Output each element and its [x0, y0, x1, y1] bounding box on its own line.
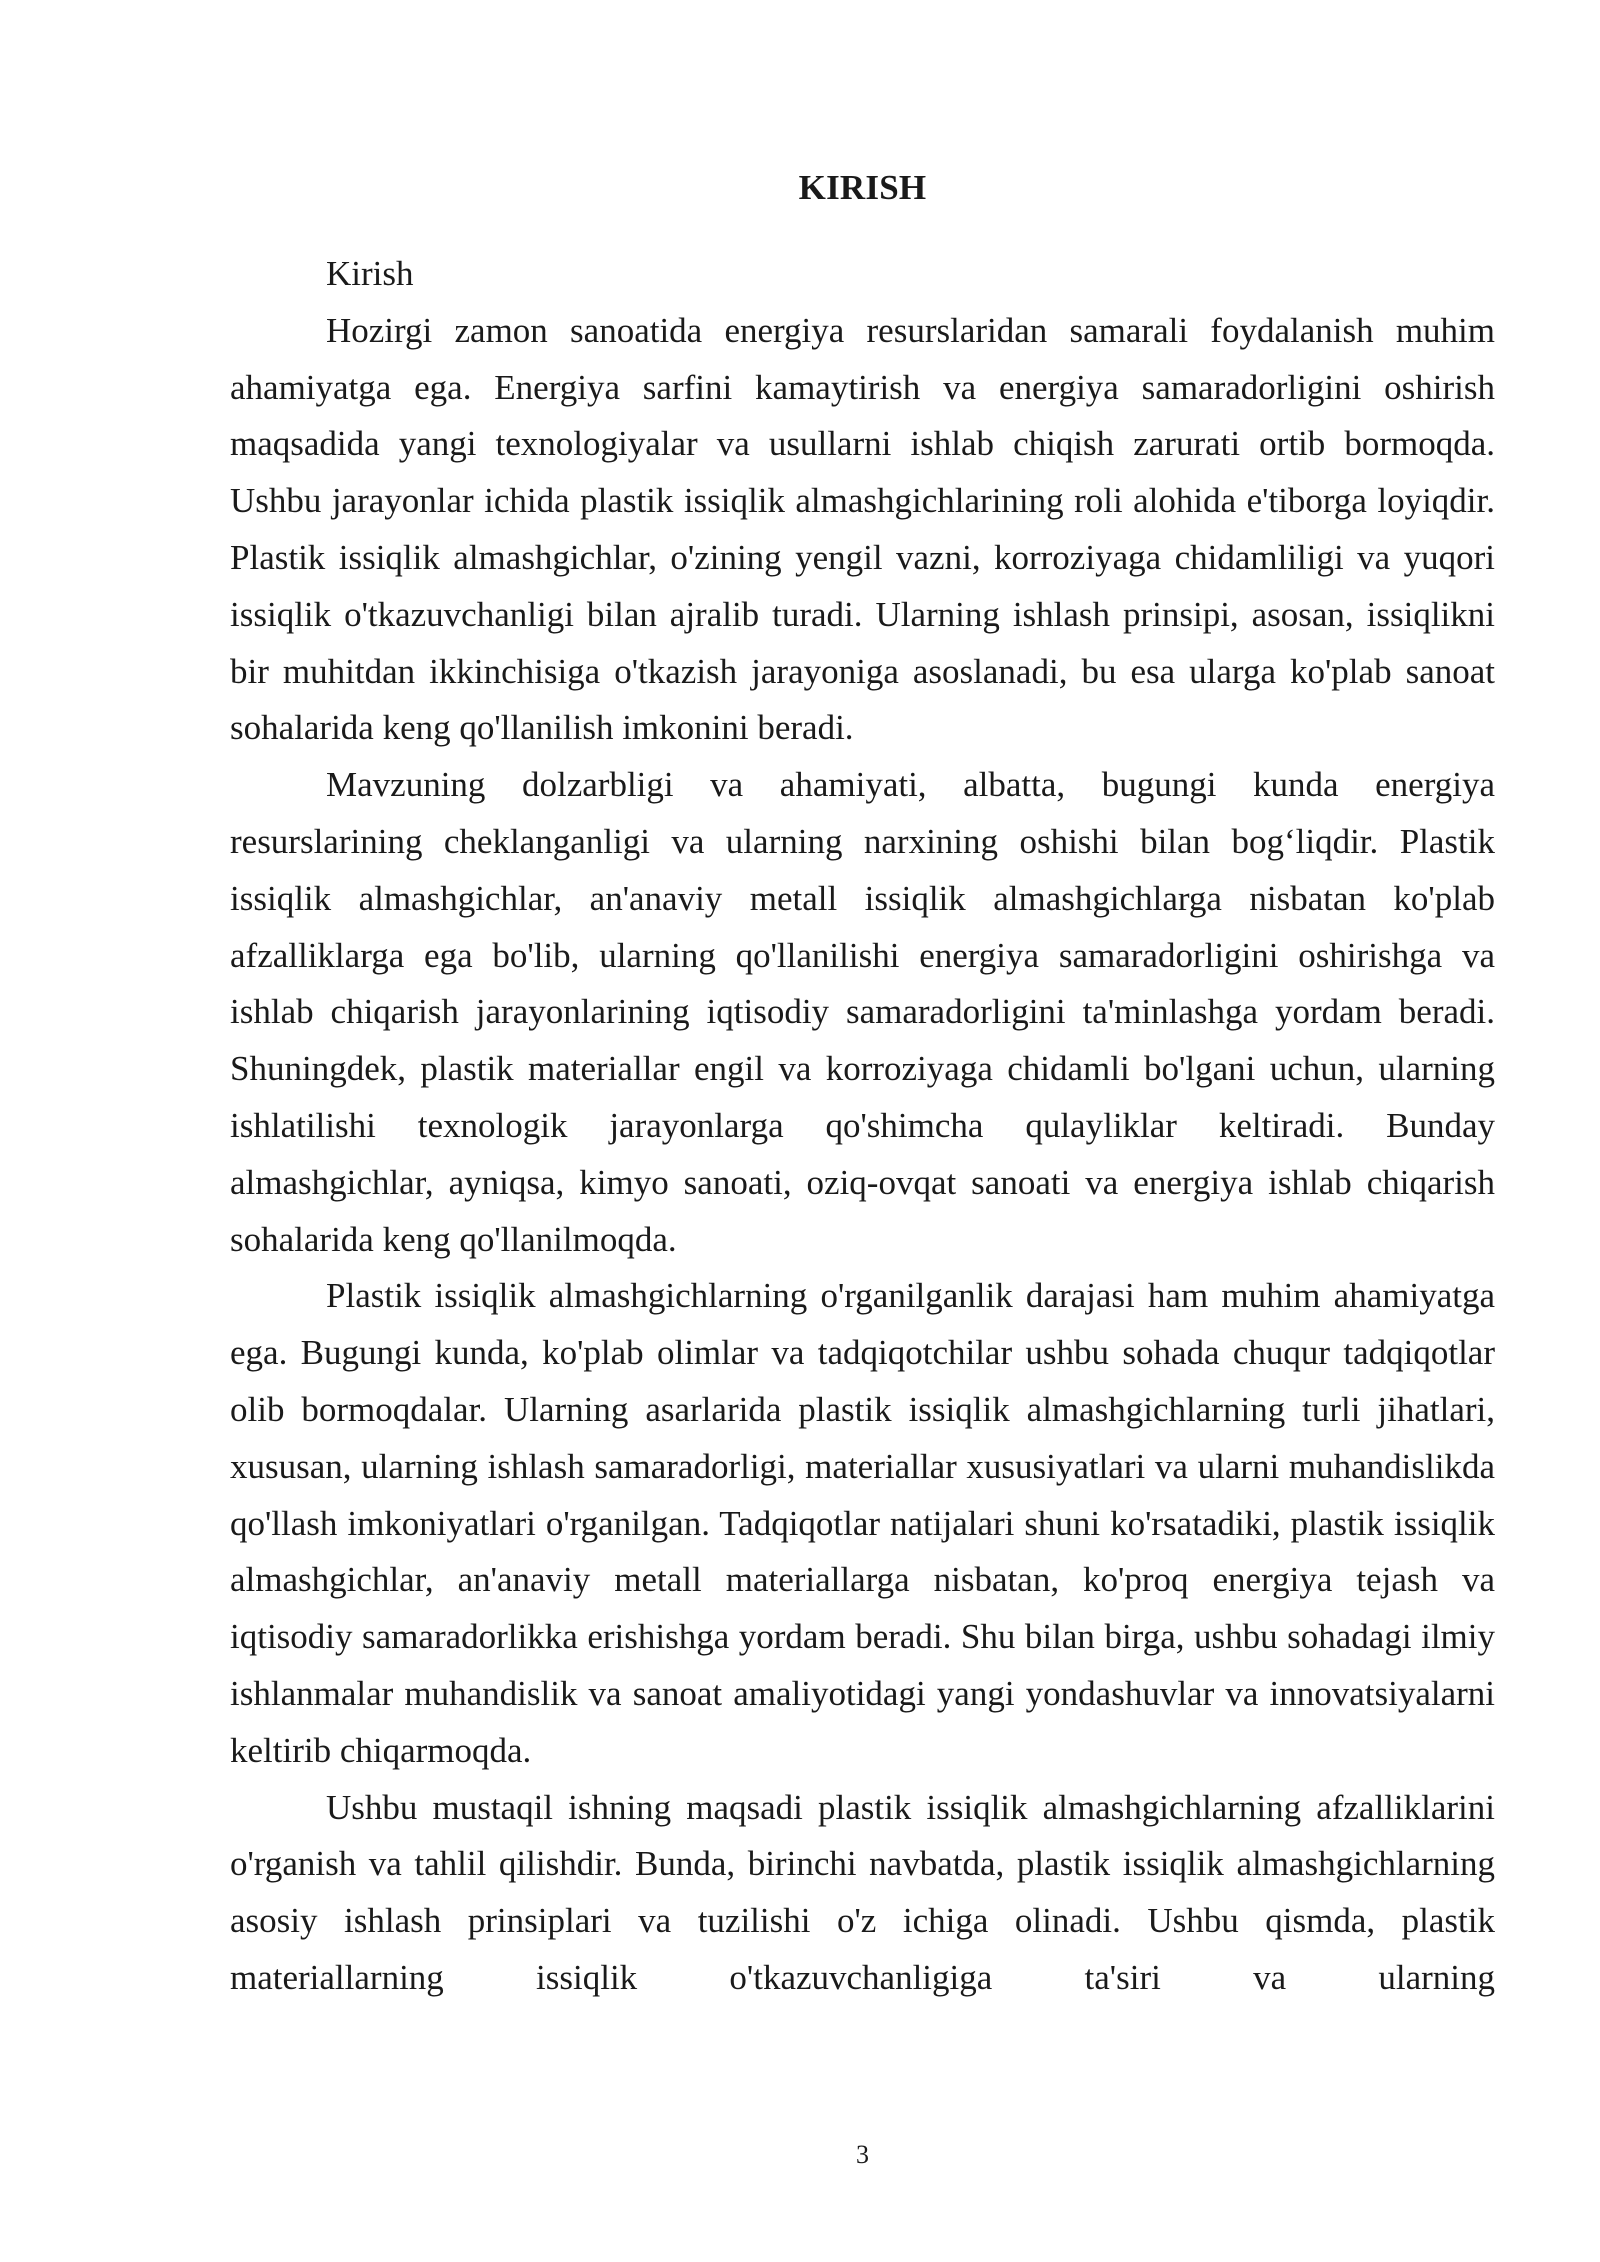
- document-page: [230, 160, 1495, 2007]
- page-number: 3: [856, 2140, 869, 2169]
- paragraph-4: Ushbu mustaqil ishning maqsadi plastik issiqlik almashgichlarning afzalliklarini o'rganish va tahlil qilishdir. Bunda, birinchi navbatda, plastik issiqlik almashgichlarning asosiy ishlash prinsiplari va tuzilishi o'z ichiga olinadi. Ushbu qismda, plastik materiallarning issiqlik o'tkazuvchanligiga ta'siri va ularning: [230, 1787, 1495, 1997]
- page-title: KIRISH: [798, 168, 927, 207]
- paragraph-1: Hozirgi zamon sanoatida energiya resurslaridan samarali foydalanish muhim ahamiyatga ega. Energiya sarfini kamaytirish va energiya samaradorligini oshirish maqsadida yangi texnologiyalar va usullarni ishlab chiqish zarurati ortib bormoqda. Ushbu jarayonlar ichida plastik issiqlik almashgichlarining roli alohida e'tiborga loyiqdir. Plastik issiqlik almashgichlar, o'zining yengil vazni, korroziyaga chidamliligi va yuqori issiqlik o'tkazuvchanligi bilan ajralib turadi. Ularning ishlash prinsipi, asosan, issiqlikni bir muhitdan ikkinchisiga o'tkazish jarayoniga asoslanadi, bu esa ularga ko'plab sanoat sohalarida keng qo'llanilish imkonini beradi.: [230, 310, 1495, 748]
- paragraph-3: Plastik issiqlik almashgichlarning o'rganilganlik darajasi ham muhim ahamiyatga ega. Bugungi kunda, ko'plab olimlar va tadqiqotchilar ushbu sohada chuqur tadqiqotlar olib bormoqdalar. Ularning asarlarida plastik issiqlik almashgichlarning turli jihatlari, xususan, ularning ishlash samaradorligi, materiallar xususiyatlari va ularni muhandislikda qo'llash imkoniyatlari o'rganilgan. Tadqiqotlar natijalari shuni ko'rsatadiki, plastik issiqlik almashgichlar, an'anaviy metall materiallarga nisbatan, ko'proq energiya tejash va iqtisodiy samaradorlikka erishishga yordam beradi. Shu bilan birga, ushbu sohadagi ilmiy ishlanmalar muhandislik va sanoat amaliyotidagi yangi yondashuvlar va innovatsiyalarni keltirib chiqarmoqda.: [230, 1276, 1495, 1770]
- subheading: Kirish: [326, 254, 414, 293]
- paragraph-2: Mavzuning dolzarbligi va ahamiyati, albatta, bugungi kunda energiya resurslarining cheklanganligi va ularning narxining oshishi bilan bog‘liqdir. Plastik issiqlik almashgichlar, an'anaviy metall issiqlik almashgichlarga nisbatan ko'plab afzalliklarga ega bo'lib, ularning qo'llanilishi energiya samaradorligini oshirishga va ishlab chiqarish jarayonlarining iqtisodiy samaradorligini ta'minlashga yordam beradi. Shuningdek, plastik materiallar engil va korroziyaga chidamli bo'lgani uchun, ularning ishlatilishi texnologik jarayonlarga qo'shimcha qulayliklar keltiradi. Bunday almashgichlar, ayniqsa, kimyo sanoati, oziq-ovqat sanoati va energiya ishlab chiqarish sohalarida keng qo'llanilmoqda.: [230, 765, 1495, 1259]
